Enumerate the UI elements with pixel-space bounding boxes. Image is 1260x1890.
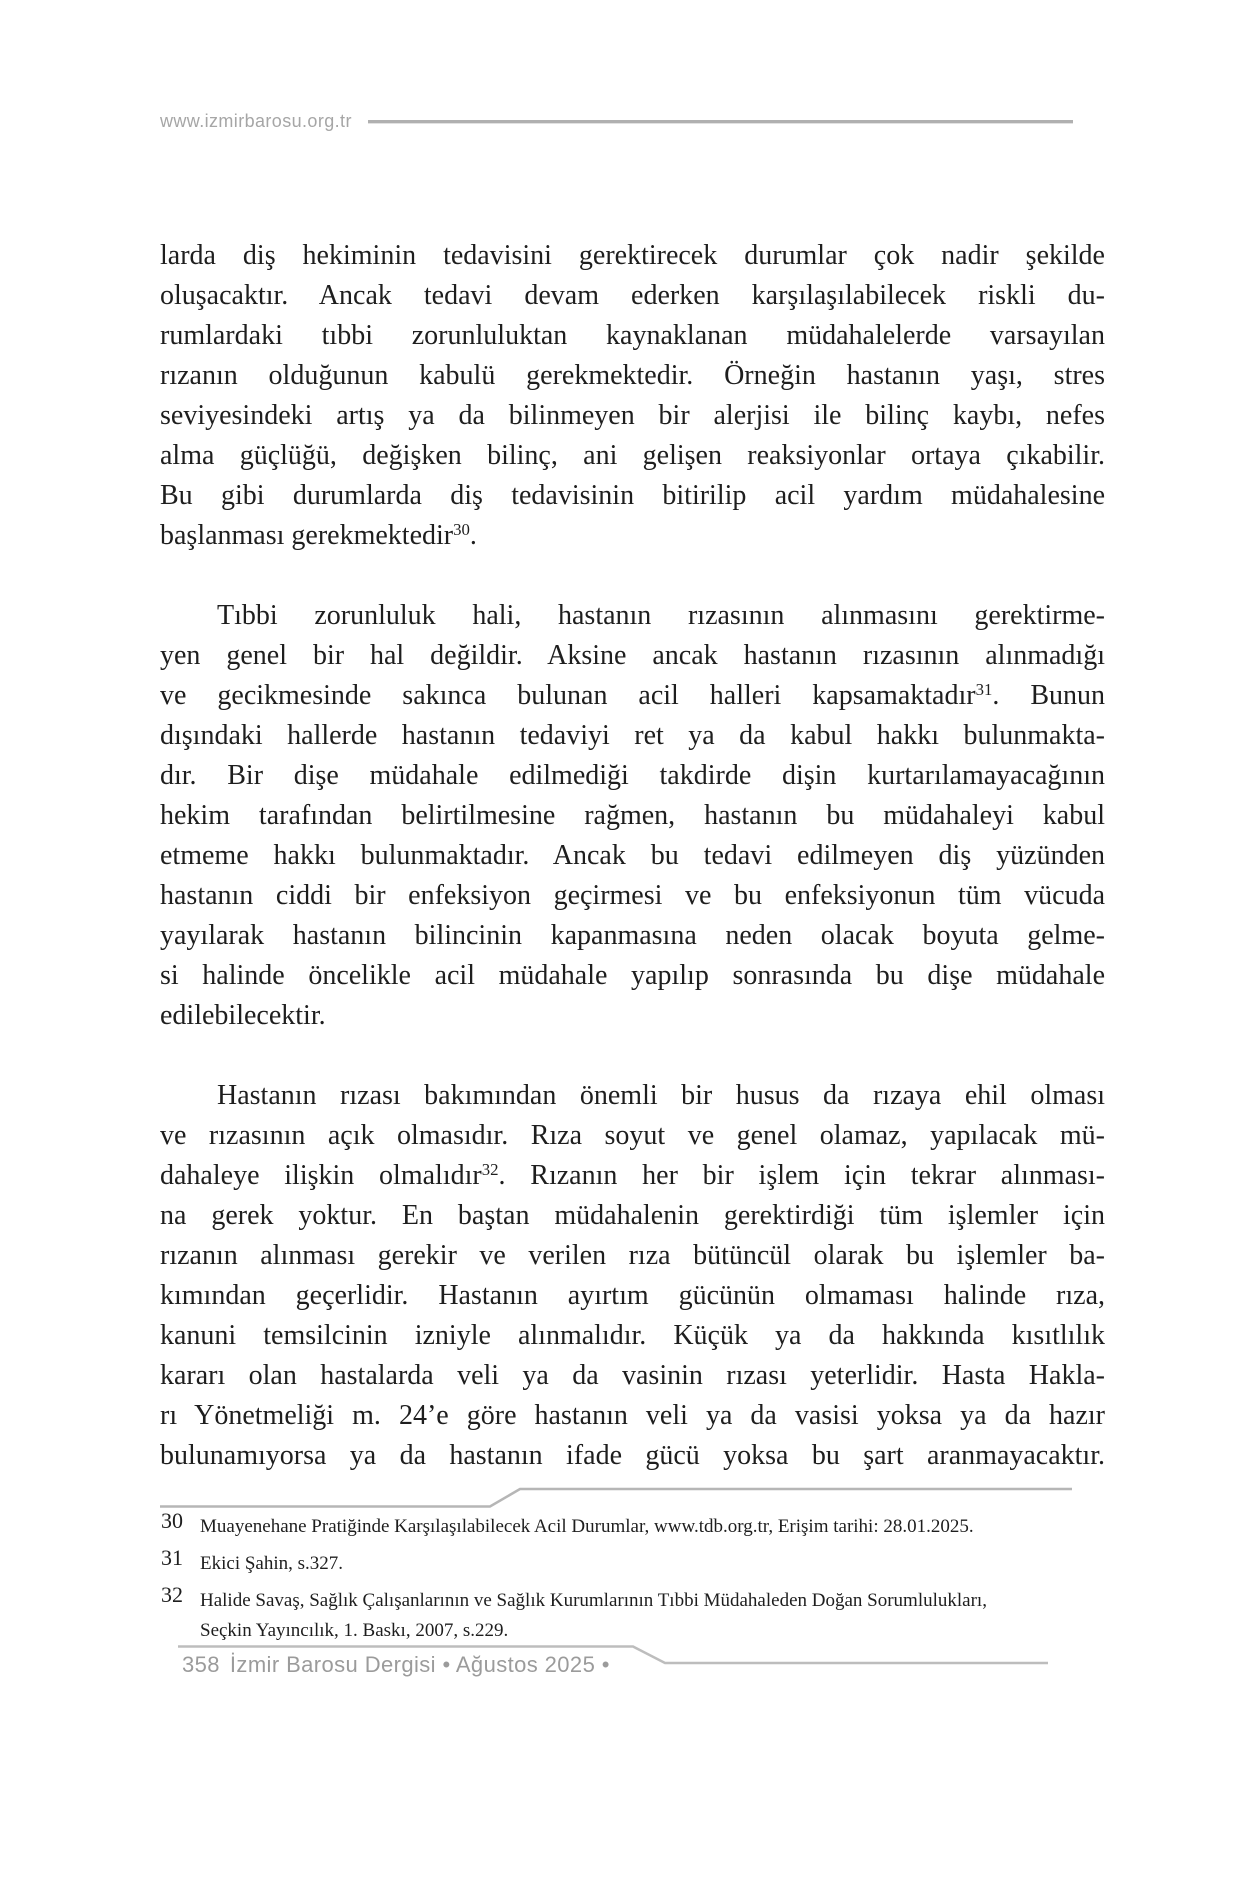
paragraph bbox=[160, 236, 1105, 556]
text-line: kararı olan hastalarda veli ya da vasinin rızası yeterlidir. Hasta Hakla- bbox=[160, 1360, 1105, 1391]
footnote-ref: 32 bbox=[481, 1159, 499, 1179]
header-site-url: www.izmirbarosu.org.tr bbox=[160, 111, 352, 131]
text-line: hekim tarafından belirtilmesine rağmen, hastanın bu müdahaleyi kabul bbox=[160, 800, 1105, 831]
text-line: Tıbbi zorunluluk hali, hastanın rızasının alınmasını gerektirme- bbox=[217, 600, 1105, 631]
paragraph bbox=[160, 1076, 1105, 1476]
text-line: yen genel bir hal değildir. Aksine ancak hastanın rızasının alınmadığı bbox=[160, 640, 1105, 671]
text-line: larda diş hekiminin tedavisini gerektirecek durumlar çok nadir şekilde bbox=[160, 240, 1105, 271]
text-line: oluşacaktır. Ancak tedavi devam ederken karşılaşılabilecek riskli du- bbox=[160, 280, 1105, 311]
text-line: Hastanın rızası bakımından önemli bir husus da rızaya ehil olması bbox=[217, 1080, 1105, 1111]
text-line: kanuni temsilcinin izniyle alınmalıdır. Küçük ya da hakkında kısıtlılık bbox=[160, 1320, 1105, 1351]
text-line: edilebilecektir. bbox=[160, 1000, 326, 1031]
footnote bbox=[160, 1582, 1105, 1646]
footnote bbox=[160, 1545, 1105, 1579]
footnote-number: 32 bbox=[161, 1582, 183, 1607]
text-line: kımından geçerlidir. Hastanın ayırtım gücünün olmaması halinde rıza, bbox=[160, 1280, 1105, 1311]
footnote bbox=[160, 1508, 1105, 1542]
text-line: rızanın olduğunun kabulü gerekmektedir. Örneğin hastanın yaşı, stres bbox=[160, 360, 1105, 391]
header-rule bbox=[368, 120, 1073, 124]
text-line: rı Yönetmeliği m. 24’e göre hastanın veli ya da vasisi yoksa ya da hazır bbox=[160, 1400, 1105, 1431]
text-line: hastanın ciddi bir enfeksiyon geçirmesi ve bu enfeksiyonun tüm vücuda bbox=[160, 880, 1105, 911]
text-line: seviyesindeki artış ya da bilinmeyen bir alerjisi ile bilinç kaybı, nefes bbox=[160, 400, 1105, 431]
text-line: rumlardaki tıbbi zorunluluktan kaynaklanan müdahalelerde varsayılan bbox=[160, 320, 1105, 351]
footnote-line: Seçkin Yayıncılık, 1. Baskı, 2007, s.229. bbox=[200, 1620, 509, 1641]
footnote-line: Muayenehane Pratiğinde Karşılaşılabilecek Acil Durumlar, www.tdb.org.tr, Erişim tarihi: 28.01.2025. bbox=[200, 1516, 974, 1537]
text-line: alma güçlüğü, değişken bilinç, ani gelişen reaksiyonlar ortaya çıkabilir. bbox=[160, 440, 1105, 471]
text-line: etmeme hakkı bulunmaktadır. Ancak bu tedavi edilmeyen diş yüzünden bbox=[160, 840, 1105, 871]
text-line: dır. Bir dişe müdahale edilmediği takdirde dişin kurtarılamayacağının bbox=[160, 760, 1105, 791]
text-line: başlanması gerekmektedir$^{30}$. bbox=[160, 519, 477, 551]
text-line: dahaleye ilişkin olmalıdır$^{32}$. Rızanın her bir işlem için tekrar alınması- bbox=[160, 1159, 1106, 1191]
footnotes-block bbox=[160, 1508, 1105, 1646]
article-body bbox=[160, 236, 1105, 1476]
text-line: Bu gibi durumlarda diş tedavisinin bitirilip acil yardım müdahalesine bbox=[160, 480, 1105, 511]
footnote-line: Ekici Şahin, s.327. bbox=[200, 1553, 344, 1574]
footnote-number: 30 bbox=[161, 1508, 183, 1533]
paragraph bbox=[160, 596, 1105, 1036]
footnote-ref: 30 bbox=[453, 519, 470, 539]
text-line: yayılarak hastanın bilincinin kapanmasına neden olacak boyuta gelme- bbox=[160, 920, 1105, 951]
text-line: na gerek yoktur. En baştan müdahalenin gerektirdiği tüm işlemler için bbox=[160, 1200, 1105, 1231]
text-line: rızanın alınması gerekir ve verilen rıza bütüncül olarak bu işlemler ba- bbox=[160, 1240, 1105, 1271]
text-line: bulunamıyorsa ya da hastanın ifade gücü yoksa bu şart aranmayacaktır. bbox=[160, 1440, 1105, 1471]
footnote-ref: 31 bbox=[975, 679, 993, 699]
page-number: 358 bbox=[182, 1652, 220, 1677]
footnote-separator bbox=[160, 1487, 1075, 1511]
footnote-line: Halide Savaş, Sağlık Çalışanlarının ve Sağlık Kurumlarının Tıbbi Müdahaleden Doğan Sorumlulukları, bbox=[200, 1590, 987, 1611]
text-line: ve gecikmesinde sakınca bulunan acil halleri kapsamaktadır$^{31}$. Bunun bbox=[160, 679, 1105, 711]
journal-info: İzmir Barosu Dergisi • Ağustos 2025 • bbox=[229, 1652, 610, 1677]
text-line: ve rızasının açık olmasıdır. Rıza soyut ve genel olamaz, yapılacak mü- bbox=[160, 1120, 1105, 1151]
page-footer bbox=[182, 1652, 610, 1678]
footnote-number: 31 bbox=[161, 1545, 183, 1570]
text-line: si halinde öncelikle acil müdahale yapılıp sonrasında bu dişe müdahale bbox=[160, 960, 1105, 991]
text-line: dışındaki hallerde hastanın tedaviyi ret ya da kabul hakkı bulunmakta- bbox=[160, 720, 1105, 751]
